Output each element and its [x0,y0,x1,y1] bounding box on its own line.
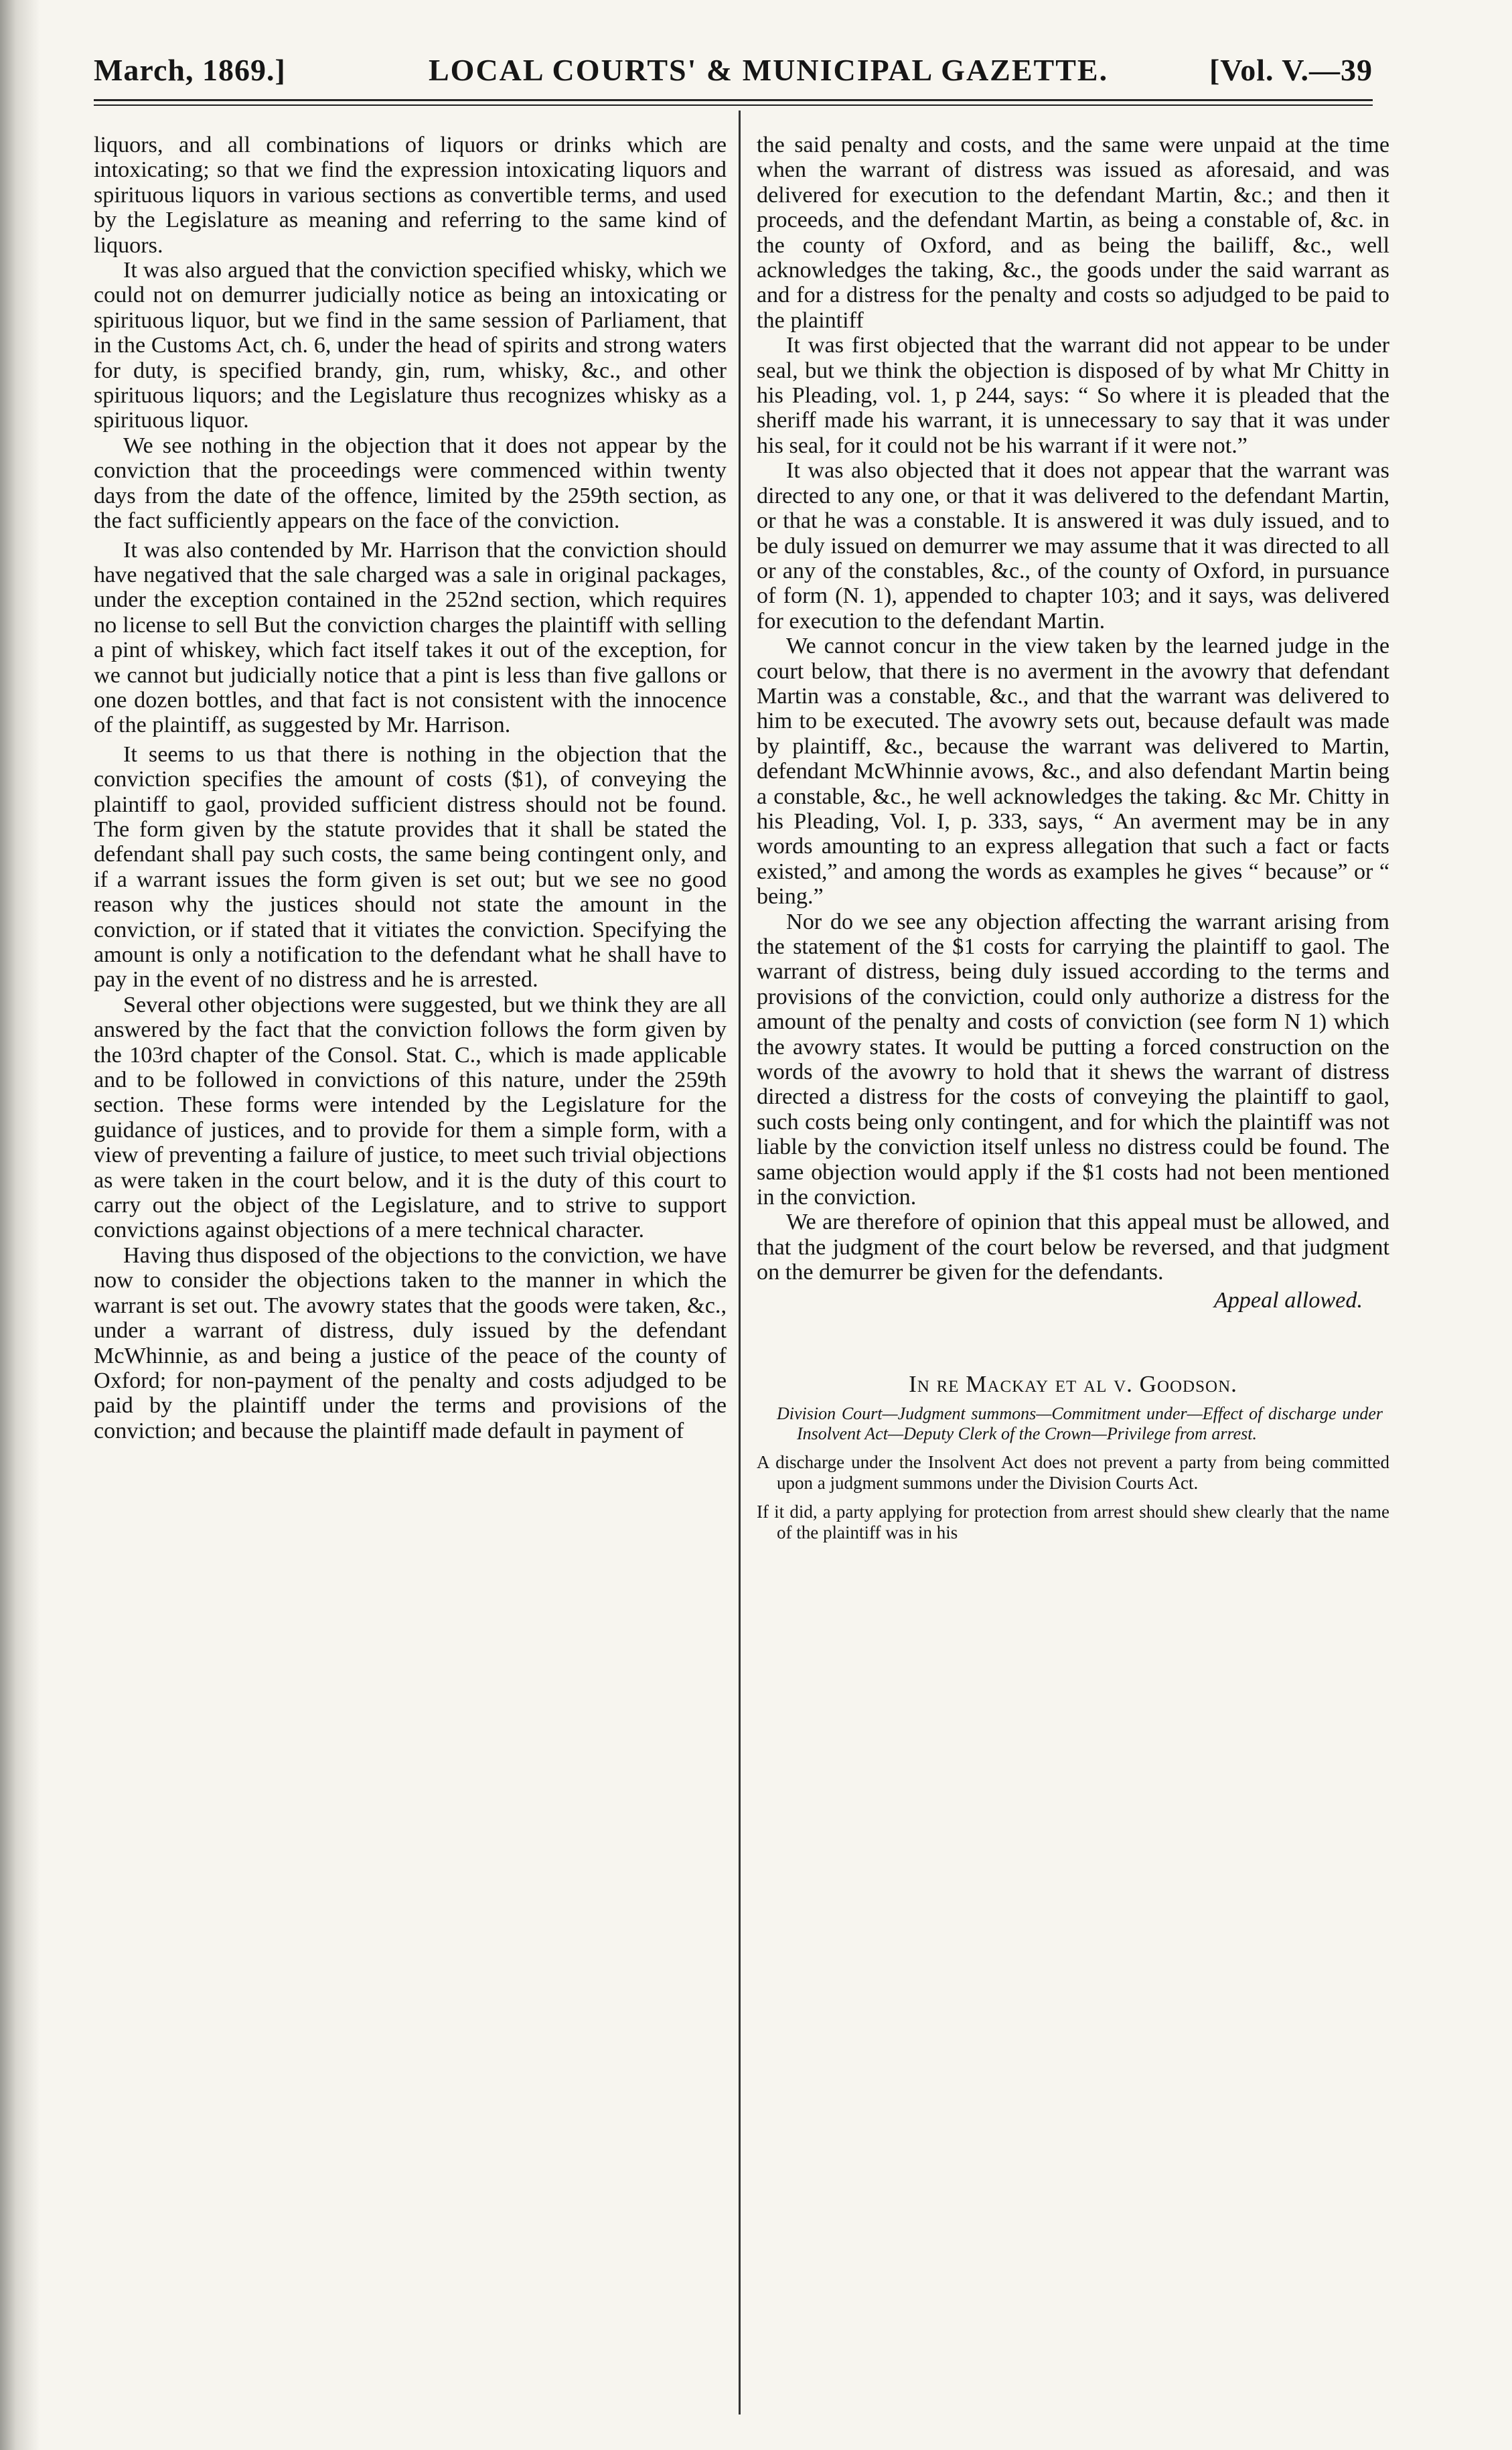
case-title: In re Mackay et al v. Goodson. [909,1371,1237,1398]
headnote: If it did, a party applying for protection from arrest should shew clearly that the name of the plaintiff was in his [757,1501,1389,1542]
paragraph: It was first objected that the warrant did not appear to be under seal, but we think the objection is disposed of by what Mr Chitty in his Pleading, vol. 1, p 244, says: “ So where it is pleaded that the sheriff made his warrant, it is unnecessary to say that it was under his seal, for it could not be his warrant if it were not.” [757,333,1389,458]
paragraph: It was also argued that the conviction specified whisky, which we could not on demurrer judicially notice as being an intoxicating or spirituous liquor, but we find in the same session of Parliament, that in the Customs Act, ch. 6, under the head of spirits and strong waters for duty, is specified brandy, gin, rum, whisky, &c., and other spirituous liquors; and the Legislature thus recognizes whisky as a spirituous liquor. [94,258,727,433]
paragraph: liquors, and all combinations of liquors or drinks which are intoxicating; so that we find the expression intoxicating liquors and spirituous liquors in various sections as convertible terms, and used by the Legislature as meaning and referring to the same kind of liquors. [94,133,727,258]
right-column [757,133,1389,1543]
left-column [94,133,727,1443]
header-title: LOCAL COURTS' & MUNICIPAL GAZETTE. [429,53,1109,87]
paragraph: It seems to us that there is nothing in the objection that the conviction specifies the amount of costs ($1), of conveying the plaintiff to gaol, provided sufficient distress should not be found. The form given by the statute provides that it shall be stated the defendant shall pay such costs, the same being contingent only, and if a warrant issues the form given is set out; but we see no good reason why the justices should not state the amount in the conviction, or if stated that it vitiates the conviction. Specifying the amount is only a notification to the defendant what he shall have to pay in the event of no distress and he is arrested. [94,741,727,993]
paragraph: It was also objected that it does not appear that the warrant was directed to any one, or that it was delivered to the defendant Martin, or that he was a constable. It is answered it was duly issued, and to be duly issued on demurrer we may assume that it was directed to all or any of the constables, &c., of the county of Oxford, in pursuance of form (N. 1), appended to chapter 103; and it says, was delivered for execution to the defendant Martin. [757,458,1389,634]
paragraph: Several other objections were suggested, but we think they are all answered by the fact that the conviction follows the form given by the 103rd chapter of the Consol. Stat. C., which is made applicable and to be followed in convictions of this nature, under the 259th section. These forms were intended by the Legislature for the guidance of justices, and to provide for them a simple form, with a view of preventing a failure of justice, to meet such trivial objections as were taken in the court below, and it is the duty of this court to carry out the object of the Legislature, and to strive to support convictions against objections of a mere technical character. [94,992,727,1243]
case-syllabus: Division Court—Judgment summons—Commitment under—Effect of discharge under Insolvent Act—Deputy Clerk of the Crown—Privilege from arrest. [777,1403,1383,1443]
header-rule-double [94,104,1373,106]
paragraph: We are therefore of opinion that this appeal must be allowed, and that the judgment of the court below be reversed, and that judgment on the demurrer be given for the defendants. [757,1210,1389,1285]
judgment-signoff: Appeal allowed. [1213,1287,1363,1313]
paragraph: It was also contended by Mr. Harrison that the conviction should have negatived that the sale charged was a sale in original packages, under the exception contained in the 252nd section, which requires no license to sell But the conviction charges the plaintiff with selling a pint of whiskey, which fact itself takes it out of the exception, for we cannot but judicially notice that a pint is less than five gallons or one dozen bottles, and that fact is not consistent with the innocence of the plaintiff, as suggested by Mr. Harrison. [94,537,727,738]
paragraph: the said penalty and costs, and the same were unpaid at the time when the warrant of distress was issued as aforesaid, and was delivered for execution to the defendant Martin, &c.; and then it proceeds, and the defendant Martin, as being a constable of, &c. in the county of Oxford, and as being the bailiff, &c., well acknowledges the taking, &c., the goods under the said warrant as and for a distress for the penalty and costs so adjudged to be paid to the plaintiff [757,133,1389,333]
headnote: A discharge under the Insolvent Act does not prevent a party from being committed upon a judgment summons under the Division Courts Act. [757,1451,1389,1493]
paragraph: Having thus disposed of the objections to the conviction, we have now to consider the objections taken to the manner in which the warrant is set out. The avowry states that the goods were taken, &c., under a warrant of distress, duly issued by the defendant McWhinnie, as and being a justice of the peace of the county of Oxford; for non-payment of the penalty and costs adjudged to be paid by the plaintiff under the terms and provisions of the conviction; and because the plaintiff made default in payment of [94,1242,727,1443]
paragraph: We see nothing in the objection that it does not appear by the conviction that the proceedings were commenced within twenty days from the date of the offence, limited by the 259th section, as the fact sufficiently appears on the face of the conviction. [94,433,727,534]
header-date: March, 1869.] [94,53,286,87]
header-volume: [Vol. V.—39 [1209,53,1373,87]
header-rule [94,99,1373,101]
paragraph: We cannot concur in the view taken by the learned judge in the court below, that there is no averment in the avowry that defendant Martin was a constable, &c., and that the warrant was delivered to him to be executed. The avowry sets out, because default was made by plaintiff, &c., because the warrant was delivered to Martin, defendant McWhinnie avows, &c., and also defendant Martin being a constable, &c., he well acknowledges the taking. &c Mr. Chitty in his Pleading, Vol. I, p. 333, says, “ An averment may be in any words amounting to an express allegation that such a fact or facts existed,” and among the words as examples he gives “ because” or “ being.” [757,634,1389,910]
column-divider [739,111,741,2415]
paragraph: Nor do we see any objection affecting the warrant arising from the statement of the $1 costs for carrying the plaintiff to gaol. The warrant of distress, being duly issued according to the terms and provisions of the conviction, could only authorize a distress for the amount of the penalty and costs of conviction (see form N 1) which the avowry states. It would be putting a forced construction on the words of the avowry to hold that it shews the warrant of distress directed a distress for the costs of conveying the plaintiff to gaol, such costs being only contingent, and for which the plaintiff was not liable by the conviction itself unless no distress could be found. The same objection would apply if the $1 costs had not been mentioned in the conviction. [757,909,1389,1210]
page-edge-shadow [0,0,40,2450]
running-header [94,52,1373,92]
